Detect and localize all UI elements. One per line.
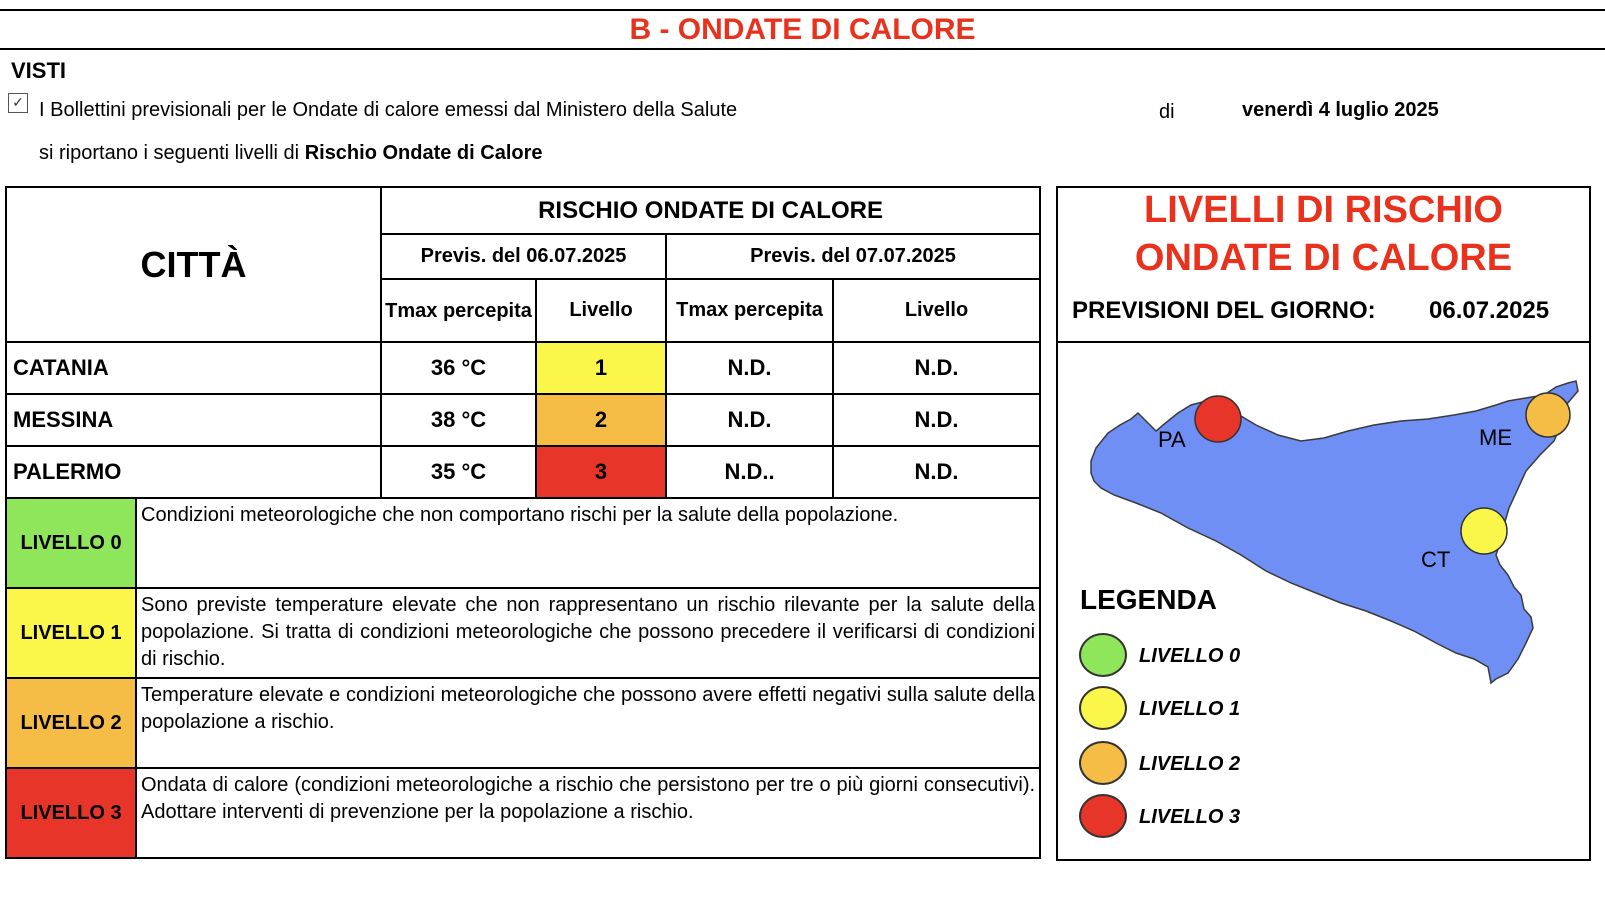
city-cell: MESSINA — [6, 394, 381, 446]
ct-marker — [1461, 508, 1507, 554]
col-livello-header: Livello — [536, 279, 666, 342]
risk-header: RISCHIO ONDATE DI CALORE — [381, 187, 1040, 234]
me-label: ME — [1479, 425, 1512, 450]
level2-cell: N.D. — [833, 446, 1040, 498]
risk-intro — [39, 142, 543, 165]
di-label: di — [1159, 101, 1175, 123]
legend-label-level0: LIVELLO 0 — [1139, 645, 1241, 667]
forecast-day-label: PREVISIONI DEL GIORNO: — [1072, 297, 1376, 324]
level-row — [6, 498, 1040, 588]
city-cell: PALERMO — [6, 446, 381, 498]
panel-title — [1056, 186, 1591, 282]
check-mark-icon: ✓ — [12, 94, 24, 110]
bulletin-text: I Bollettini previsionali per le Ondate di calore emessi dal Ministero della Salute — [39, 99, 738, 121]
tmax-cell: 36 °C — [381, 342, 536, 394]
city-cell: CATANIA — [6, 342, 381, 394]
level-cell: 1 — [536, 342, 666, 394]
tmax-cell: 35 °C — [381, 446, 536, 498]
level2-cell: N.D. — [833, 342, 1040, 394]
col-tmax-header: Tmax percepita — [381, 279, 536, 342]
me-marker — [1526, 393, 1570, 437]
table-row — [6, 446, 1040, 498]
legend-title: LEGENDA — [1080, 584, 1217, 615]
col-livello2-header: Livello — [833, 279, 1040, 342]
forecast2-header: Previs. del 07.07.2025 — [666, 234, 1040, 279]
legend-label-level1: LIVELLO 1 — [1139, 698, 1241, 720]
pa-label: PA — [1158, 427, 1186, 452]
level2-desc: Temperature elevate e condizioni meteorologiche che possono avere effetti negativi sulla salute della popolazione a rischio. — [136, 678, 1040, 768]
forecast1-header: Previs. del 06.07.2025 — [381, 234, 666, 279]
legend-label-level3: LIVELLO 3 — [1139, 806, 1241, 828]
legend-dot-level2 — [1079, 741, 1127, 785]
legend-dot-level0 — [1079, 633, 1127, 677]
legend-label-level2: LIVELLO 2 — [1139, 753, 1241, 775]
legend-dot-level3 — [1079, 794, 1127, 838]
risk-table — [5, 186, 1041, 859]
tmax2-cell: N.D.. — [666, 446, 833, 498]
header-bottom-rule — [0, 48, 1605, 50]
tmax2-cell: N.D. — [666, 394, 833, 446]
table-row — [6, 394, 1040, 446]
col-tmax2-header: Tmax percepita — [666, 279, 833, 342]
checkbox-icon[interactable] — [8, 93, 28, 113]
section-title: B - ONDATE DI CALORE — [629, 13, 976, 46]
table-row — [6, 342, 1040, 394]
pa-marker — [1195, 396, 1241, 442]
visti-label: VISTI — [11, 58, 67, 83]
tmax-cell: 38 °C — [381, 394, 536, 446]
level-row — [6, 678, 1040, 768]
level-cell: 3 — [536, 446, 666, 498]
ct-label: CT — [1421, 547, 1451, 572]
level2-cell: N.D. — [833, 394, 1040, 446]
level1-label: LIVELLO 1 — [6, 588, 136, 678]
level3-label: LIVELLO 3 — [6, 768, 136, 858]
risk-intro-bold: Rischio Ondate di Calore — [304, 142, 543, 164]
tmax2-cell: N.D. — [666, 342, 833, 394]
risk-intro-prefix: si riportano i seguenti livelli di — [39, 142, 305, 164]
forecast-day-date: 06.07.2025 — [1429, 297, 1550, 324]
city-header: CITTÀ — [6, 187, 381, 342]
legend-dot-level1 — [1079, 686, 1127, 730]
level1-desc: Sono previste temperature elevate che non rappresentano un rischio rilevante per la salute della popolazione. Si tratta di condizioni meteorologiche che possono precedere il verificarsi di condizioni di rischio. — [136, 588, 1040, 678]
level2-label: LIVELLO 2 — [6, 678, 136, 768]
level-cell: 2 — [536, 394, 666, 446]
panel-title-line2: ONDATE DI CALORE — [1134, 237, 1513, 279]
level-row — [6, 588, 1040, 678]
level0-desc: Condizioni meteorologiche che non comportano rischi per la salute della popolazione. — [136, 498, 1040, 588]
level3-desc: Ondata di calore (condizioni meteorologiche a rischio che persistono per tre o più giorni consecutivi). Adottare interventi di prevenzione per la popolazione a rischio. — [136, 768, 1040, 858]
level-row — [6, 768, 1040, 858]
panel-title-line1: LIVELLI DI RISCHIO — [1144, 189, 1503, 231]
level0-label: LIVELLO 0 — [6, 498, 136, 588]
bulletin-date: venerdì 4 luglio 2025 — [1242, 99, 1439, 121]
